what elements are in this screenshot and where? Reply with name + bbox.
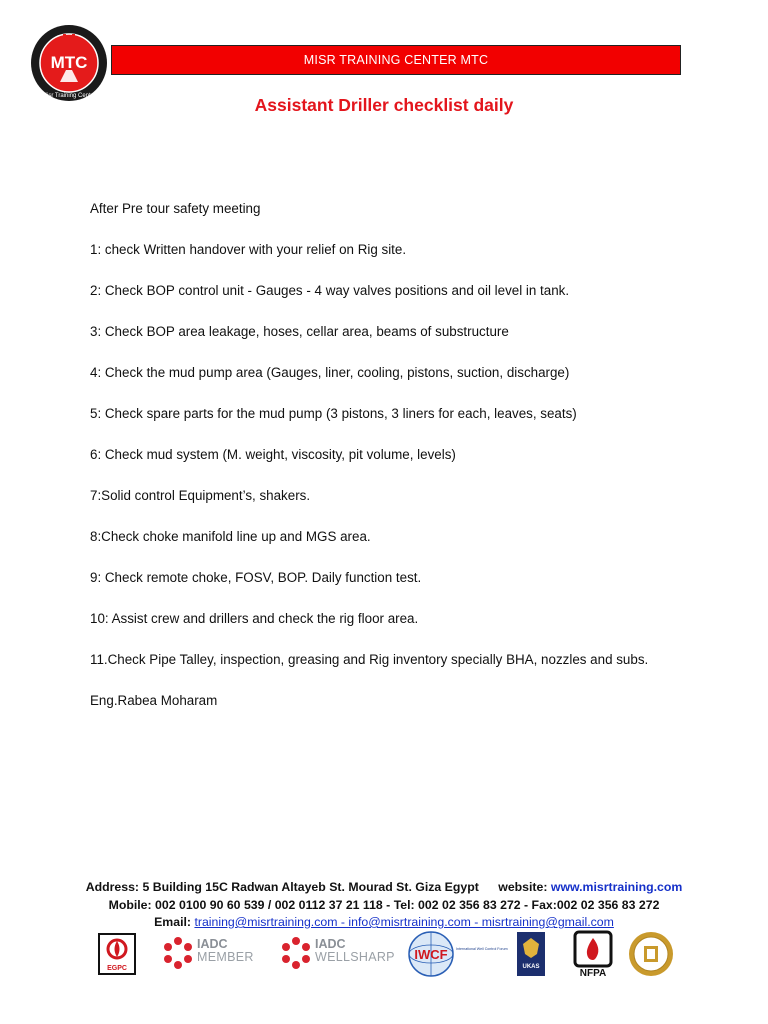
iadc-member-star-icon: [161, 936, 195, 970]
checklist-item: 2: Check BOP control unit - Gauges - 4 way valves positions and oil level in tank.: [90, 283, 570, 298]
signature: Eng.Rabea Moharam: [90, 693, 218, 708]
gold-seal-logo: [627, 930, 675, 978]
mtc-logo-text: MTC: [50, 53, 88, 72]
footer-address-row: [0, 879, 768, 897]
iadc-wellsharp-star-icon: [279, 936, 313, 970]
iwcf-caption: International Well Control Forum: [456, 947, 508, 951]
nfpa-text: NFPA: [579, 968, 607, 979]
checklist-item: 9: Check remote choke, FOSV, BOP. Daily function test.: [90, 570, 422, 585]
footer-mobile-row: [0, 897, 768, 915]
email-label: Email:: [154, 915, 192, 929]
iadc-member-subtitle: MEMBER: [197, 950, 254, 964]
banner-text: MISR TRAINING CENTER MTC: [303, 53, 489, 67]
iadc-wellsharp-logo: [279, 930, 395, 978]
address-label: Address:: [85, 880, 140, 894]
checklist-body: [90, 199, 730, 732]
checklist-item: 3: Check BOP area leakage, hoses, cellar area, beams of substructure: [90, 324, 509, 339]
egpc-logo: [97, 930, 137, 978]
footer-email-row: [0, 914, 768, 932]
checklist-item: 11.Check Pipe Talley, inspection, greasing and Rig inventory specially BHA, nozzles and subs.: [90, 652, 649, 667]
mtc-logo-ring-text: Misr Training Center: [41, 93, 97, 99]
checklist-item: 5: Check spare parts for the mud pump (3 pistons, 3 liners for each, leaves, seats): [90, 406, 577, 421]
iwcf-logo: [407, 930, 508, 978]
accreditation-logos: [95, 930, 677, 978]
egpc-text: EGPC: [107, 965, 127, 972]
iwcf-text: IWCF: [414, 947, 448, 962]
checklist-intro: After Pre tour safety meeting: [90, 201, 261, 216]
checklist-item: 10: Assist crew and drillers and check the rig floor area.: [90, 611, 419, 626]
iadc-member-text: [197, 938, 254, 964]
iadc-wellsharp-text: [315, 938, 395, 964]
email-links[interactable]: training@misrtraining.com - info@misrtraining.com - misrtraining@gmail.com: [194, 915, 614, 929]
footer-contact: [0, 879, 768, 932]
website-link[interactable]: www.misrtraining.com: [550, 880, 683, 894]
iadc-wellsharp-title: IADC: [315, 937, 346, 951]
iadc-wellsharp-subtitle: WELLSHARP: [315, 950, 395, 964]
iadc-member-logo: [161, 930, 261, 978]
checklist-item: 7:Solid control Equipment’s, shakers.: [90, 488, 311, 503]
checklist-item: 8:Check choke manifold line up and MGS area.: [90, 529, 371, 544]
website-label: website:: [498, 880, 548, 894]
document-title: Assistant Driller checklist daily: [254, 95, 514, 115]
mobile-label: Mobile:: [108, 897, 152, 912]
ukas-text: UKAS: [522, 964, 540, 970]
address-value: 5 Building 15C Radwan Altayeb St. Mourad St. Giza Egypt: [142, 880, 479, 894]
ukas-logo: [515, 930, 547, 978]
iadc-member-title: IADC: [197, 937, 228, 951]
checklist-item: 4: Check the mud pump area (Gauges, liner, cooling, pistons, suction, discharge): [90, 365, 570, 380]
checklist-item: 1: check Written handover with your relief on Rig site.: [90, 242, 407, 257]
mtc-logo: [30, 24, 108, 102]
nfpa-logo: [571, 930, 615, 978]
checklist-item: 6: Check mud system (M. weight, viscosity, pit volume, levels): [90, 447, 456, 462]
header-banner: [111, 45, 681, 75]
mobile-value: 002 0100 90 60 539 / 002 0112 37 21 118 - Tel: 002 02 356 83 272 - Fax:002 02 356 83 272: [155, 897, 660, 912]
